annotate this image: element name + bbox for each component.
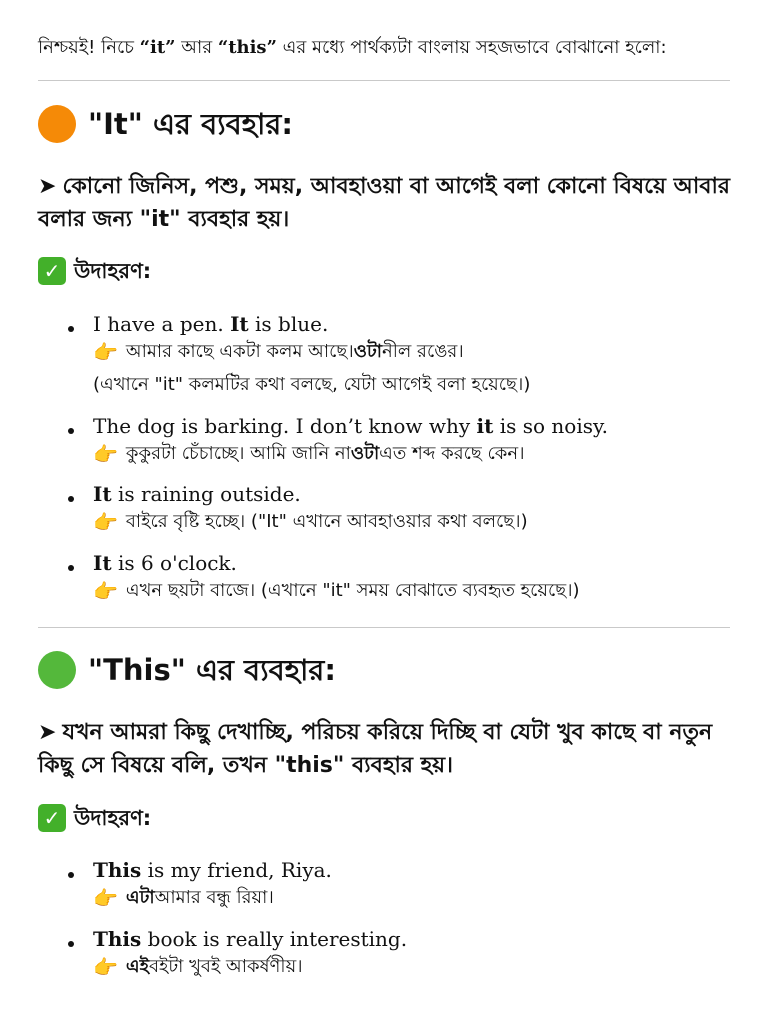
example-english <box>93 412 608 440</box>
rule-it-text: কোনো জিনিস, পশু, সময়, আবহাওয়া বা আগেই বলা কোনো বিষয়ে আবার বলার জন্য "it" ব্যবহার হয়। <box>38 174 730 232</box>
bullet <box>68 428 74 434</box>
bn-bold: ওটা <box>350 443 380 464</box>
arrowhead-icon: ➤ <box>38 720 57 745</box>
intro-prefix: নিশ্চয়ই! নিচে <box>38 37 140 58</box>
en-post: is so noisy. <box>493 414 609 438</box>
intro-word-it: “it” <box>139 37 176 58</box>
bn-pre: কুকুরটা চেঁচাচ্ছে। আমি জানি না <box>125 443 351 464</box>
bullet <box>68 565 74 571</box>
green-circle-icon <box>38 651 76 689</box>
pointing-hand-icon: 👉 <box>93 510 118 534</box>
en-bold: It <box>93 482 112 506</box>
en-bold: This <box>93 858 142 882</box>
section-heading-this-text: "This" এর ব্যবহার: <box>88 653 336 687</box>
pointing-hand-icon: 👉 <box>93 579 118 603</box>
example-bangla <box>93 953 303 981</box>
pointing-hand-icon: 👉 <box>93 340 118 364</box>
examples-label-this-text: উদাহরণ: <box>74 806 152 830</box>
intro-suffix: এর মধ্যে পার্থক্যটা বাংলায় সহজভাবে বোঝানো হলো: <box>276 37 667 58</box>
example-bangla <box>93 440 525 468</box>
bn-post: এত শব্দ করছে কেন। <box>379 443 525 464</box>
example-english <box>93 549 237 577</box>
rule-this <box>38 716 730 782</box>
example-bangla <box>93 508 528 536</box>
divider <box>38 80 730 81</box>
pointing-hand-icon: 👉 <box>93 886 118 910</box>
examples-label-it <box>38 255 151 287</box>
section-heading-this <box>38 650 336 690</box>
pointing-hand-icon: 👉 <box>93 442 118 466</box>
bn-bold: এই <box>125 956 149 977</box>
bn-pre: আমার কাছে একটা কলম আছে। <box>125 341 354 362</box>
bn-bold: এটা <box>125 887 155 908</box>
intro-line <box>38 34 667 62</box>
orange-circle-icon <box>38 105 76 143</box>
example-bangla <box>93 884 274 912</box>
en-bold: This <box>93 927 142 951</box>
examples-label-this <box>38 802 151 834</box>
section-heading-it <box>38 104 293 144</box>
example-english <box>93 480 301 508</box>
bn-post: বইটা খুবই আকর্ষণীয়। <box>148 956 303 977</box>
example-note: (এখানে "it" কলমটির কথা বলছে, যেটা আগেই বলা হয়েছে।) <box>93 374 531 395</box>
bn-post: নীল রঙের। <box>382 341 464 362</box>
bn-post: আমার বন্ধু রিয়া। <box>154 887 274 908</box>
intro-mid: আর <box>175 37 218 58</box>
rule-it <box>38 170 730 236</box>
intro-word-this: “this” <box>217 37 277 58</box>
bullet <box>68 941 74 947</box>
divider <box>38 627 730 628</box>
bullet <box>68 872 74 878</box>
section-heading-it-text: "It" এর ব্যবহার: <box>88 107 293 141</box>
check-mark-icon: ✓ <box>38 257 66 285</box>
example-english <box>93 925 407 953</box>
bn-pre: বাইরে বৃষ্টি হচ্ছে। ("It" এখানে আবহাওয়ার কথা বলছে।) <box>125 511 528 532</box>
bullet <box>68 326 74 332</box>
example-bangla <box>93 338 464 366</box>
bn-pre: এখন ছয়টা বাজে। (এখানে "it" সময় বোঝাতে ব্যবহৃত হয়েছে।) <box>125 580 580 601</box>
en-bold: It <box>93 551 112 575</box>
en-post: is blue. <box>248 312 329 336</box>
rule-this-text: যখন আমরা কিছু দেখাচ্ছি, পরিচয় করিয়ে দিচ্ছি বা যেটা খুব কাছে বা নতুন কিছু সে বিষয়ে বলি, তখন "this" ব্যবহার হয়। <box>38 720 713 778</box>
check-mark-icon: ✓ <box>38 804 66 832</box>
example-english <box>93 856 332 884</box>
pointing-hand-icon: 👉 <box>93 955 118 979</box>
example-english <box>93 310 328 338</box>
example-bangla <box>93 577 580 605</box>
bullet <box>68 496 74 502</box>
en-pre: The dog is barking. I don’t know why <box>93 414 477 438</box>
examples-label-it-text: উদাহরণ: <box>74 259 152 283</box>
en-post: is 6 o'clock. <box>111 551 237 575</box>
en-post: is my friend, Riya. <box>141 858 332 882</box>
en-bold: It <box>230 312 249 336</box>
en-post: book is really interesting. <box>141 927 408 951</box>
en-pre: I have a pen. <box>93 312 231 336</box>
en-bold: it <box>476 414 494 438</box>
arrowhead-icon: ➤ <box>38 174 57 199</box>
en-post: is raining outside. <box>111 482 301 506</box>
bn-bold: ওটা <box>353 341 383 362</box>
